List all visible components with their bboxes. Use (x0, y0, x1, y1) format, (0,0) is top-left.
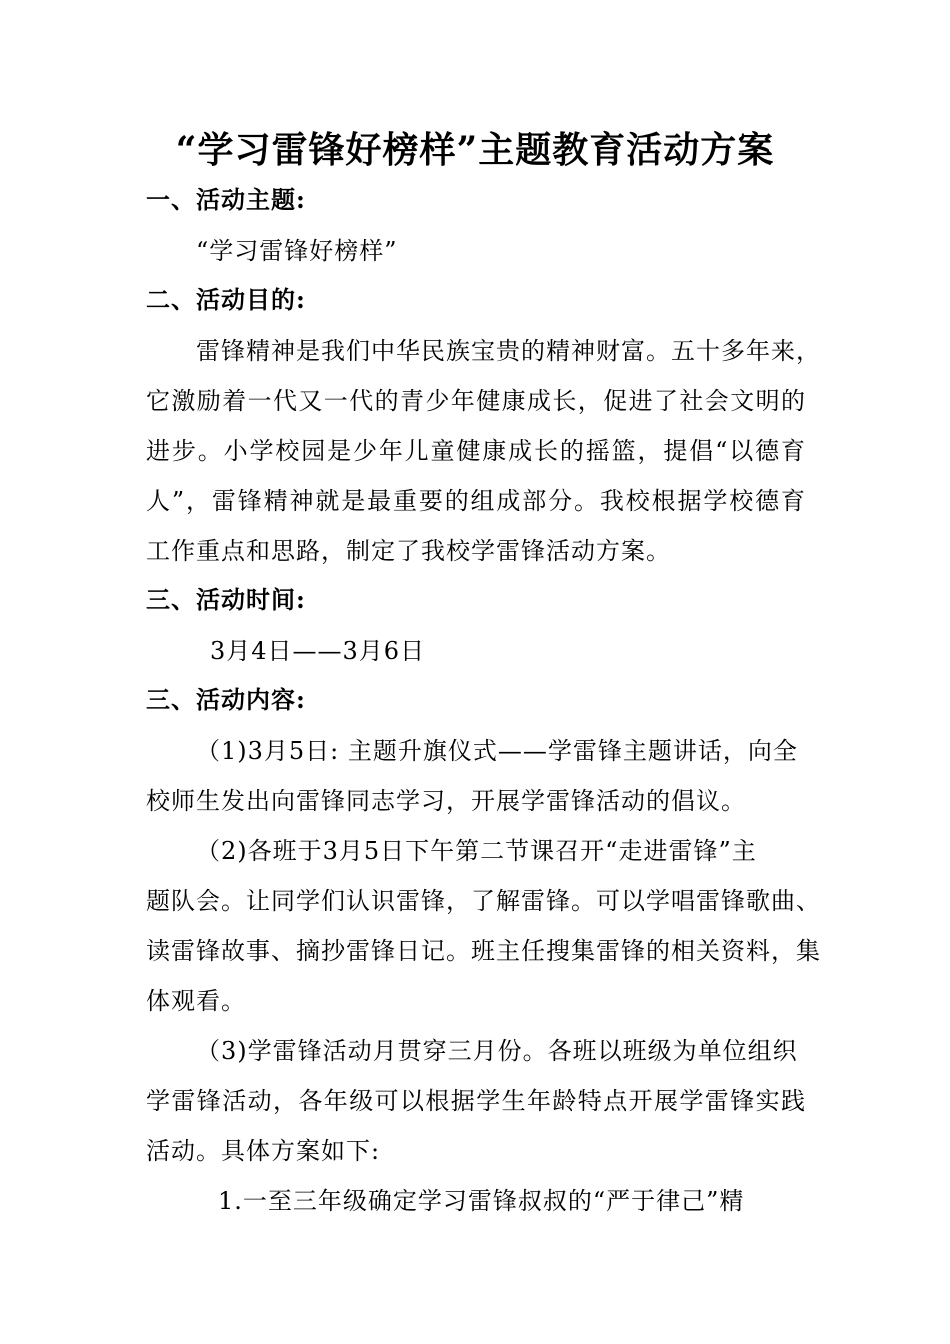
content-line-3: （2)各班于3月5日下午第二节课召开“走进雷锋”主 (196, 837, 757, 865)
content-line-10: 1.一至三年级确定学习雷锋叔叔的“严于律己”精 (218, 1187, 745, 1215)
content-line-8: 学雷锋活动，各年级可以根据学生年龄特点开展学雷锋实践 (146, 1087, 806, 1115)
content-line-1: （1)3月5日: 主题升旗仪式——学雷锋主题讲话，向全 (196, 737, 798, 765)
section-heading-theme: 一、活动主题: (146, 185, 306, 214)
content-line-9: 活动。具体方案如下: (146, 1137, 381, 1165)
content-line-4: 题队会。让同学们认识雷锋，了解雷锋。可以学唱雷锋歌曲、 (146, 887, 821, 915)
content-line-5: 读雷锋故事、摘抄雷锋日记。班主任搜集雷锋的相关资料，集 (146, 937, 821, 965)
section-heading-time: 三、活动时间: (146, 585, 306, 614)
content-line-2: 校师生发出向雷锋同志学习，开展学雷锋活动的倡议。 (146, 787, 746, 815)
content-line-7: （3)学雷锋活动月贯穿三月份。各班以班级为单位组织 (196, 1037, 798, 1065)
purpose-line-5: 工作重点和思路，制定了我校学雷锋活动方案。 (146, 537, 671, 565)
section-heading-content: 三、活动内容: (146, 685, 306, 714)
purpose-line-4: 人”，雷锋精神就是最重要的组成部分。我校根据学校德育 (146, 487, 806, 515)
time-text: 3月4日——3月6日 (210, 637, 426, 665)
purpose-line-1: 雷锋精神是我们中华民族宝贵的精神财富。五十多年来， (196, 337, 821, 365)
content-line-6: 体观看。 (146, 987, 246, 1015)
purpose-line-3: 进步。小学校园是少年儿童健康成长的摇篮，提倡“以德育 (146, 437, 806, 465)
section-heading-purpose: 二、活动目的: (146, 285, 306, 314)
purpose-line-2: 它激励着一代又一代的青少年健康成长，促进了社会文明的 (146, 387, 806, 415)
document-title: “学习雷锋好榜样”主题教育活动方案 (175, 129, 775, 171)
theme-text: “学习雷锋好榜样” (196, 237, 398, 265)
